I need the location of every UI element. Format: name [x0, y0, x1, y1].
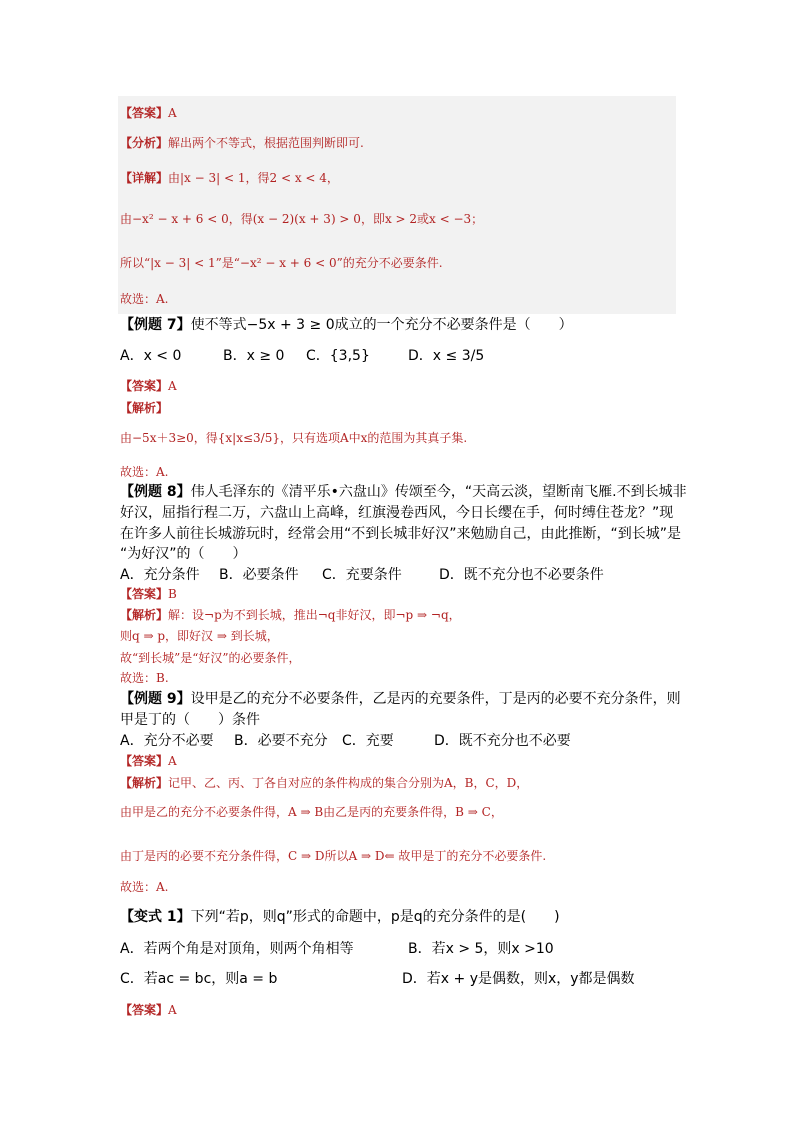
analysis-line: 【分析】解出两个不等式，根据范围判断即可. [120, 136, 364, 150]
var1-option-b: B．若x > 5，则x >10 [408, 941, 554, 957]
ex7-option-b: B．x ≥ 0 [223, 348, 285, 364]
variant-1-question: 【变式 1】下列“若p，则q”形式的命题中，p是q的充分条件的是( ) [120, 909, 560, 925]
example-9-question-1: 【例题 9】设甲是乙的充分不必要条件，乙是丙的充要条件，丁是丙的必要不充分条件，则 [120, 691, 681, 707]
ex9-analysis-3: 由丁是丙的必要不充分条件得，C ⇒ D所以A ⇒ D⇐ 故甲是丁的充分不必要条件. [120, 849, 547, 863]
ex7-choose: 故选：A. [120, 465, 169, 479]
ex9-option-b: B．必要不充分 [234, 733, 328, 749]
ex9-option-d: D．既不充分也不必要 [434, 733, 571, 749]
ex8-choose: 故选：B. [120, 671, 169, 685]
ex9-analysis-2: 由甲是乙的充分不必要条件得，A ⇒ B由乙是丙的充要条件得，B ⇒ C， [120, 805, 503, 819]
example-7-question: 【例题 7】使不等式−5x + 3 ≥ 0成立的一个充分不必要条件是（ ） [120, 317, 573, 333]
ex8-option-d: D．既不充分也不必要条件 [439, 567, 604, 583]
ex8-option-a: A．充分条件 [120, 567, 200, 583]
example-8-question-4: “为好汉”的（ ） [120, 546, 247, 562]
ex7-option-c: C．{3,5} [306, 348, 370, 364]
ex7-option-a: A．x < 0 [120, 348, 182, 364]
ex7-analysis-label: 【解析】 [120, 401, 169, 415]
ex9-choose: 故选：A. [120, 880, 169, 894]
ex8-option-c: C．充要条件 [322, 567, 402, 583]
example-8-question-1: 【例题 8】伟人毛泽东的《清平乐•六盘山》传颂至今，“天高云淡，望断南飞雁.不到长城非 [120, 484, 687, 500]
var1-option-d: D．若x + y是偶数，则x，y都是偶数 [402, 971, 635, 987]
ex8-option-b: B．必要条件 [219, 567, 299, 583]
detail-line: 【详解】由|x − 3| < 1，得2 < x < 4， [120, 171, 339, 185]
ex7-option-d: D．x ≤ 3/5 [408, 348, 485, 364]
detail-line-2: 由−x² − x + 6 < 0，得(x − 2)(x + 3) > 0，即x > 2或x < −3； [120, 212, 484, 226]
answer-line: 【答案】A [120, 106, 177, 120]
example-9-question-2: 甲是丁的（ ）条件 [120, 712, 260, 728]
ex7-answer: 【答案】A [120, 379, 177, 393]
ex9-option-c: C．充要 [342, 733, 394, 749]
ex8-analysis-3: 故“到长城”是“好汉”的必要条件， [120, 651, 301, 665]
ex9-analysis-1: 【解析】记甲、乙、丙、丁各自对应的条件构成的集合分别为A，B，C，D， [120, 776, 529, 790]
ex8-answer: 【答案】B [120, 587, 177, 601]
ex8-analysis-2: 则q ⇒ p，即好汉 ⇒ 到长城， [120, 629, 279, 643]
choose-line: 故选：A. [120, 292, 169, 306]
prev-solution-box [118, 96, 676, 314]
var1-option-c: C．若ac = bc，则a = b [120, 971, 278, 987]
detail-line-3: 所以“|x − 3| < 1”是“−x² − x + 6 < 0”的充分不必要条件. [120, 256, 443, 270]
ex7-analysis-text: 由−5x＋3≥0，得{x|x≤3/5}，只有选项A中x的范围为其真子集. [120, 431, 468, 445]
example-8-question-3: 在许多人前往长城游玩时，经常会用“不到长城非好汉”来勉励自己，由此推断，“到长城”是 [120, 526, 682, 542]
example-8-question-2: 好汉，屈指行程二万，六盘山上高峰，红旗漫卷西风，今日长缨在手，何时缚住苍龙？”现 [120, 505, 674, 521]
var1-option-a: A．若两个角是对顶角，则两个角相等 [120, 941, 354, 957]
ex8-analysis-1: 【解析】解：设¬p为不到长城，推出¬q非好汉，即¬p ⇒ ¬q， [120, 608, 461, 622]
ex9-answer: 【答案】A [120, 754, 177, 768]
var1-answer: 【答案】A [120, 1003, 177, 1017]
ex9-option-a: A．充分不必要 [120, 733, 214, 749]
